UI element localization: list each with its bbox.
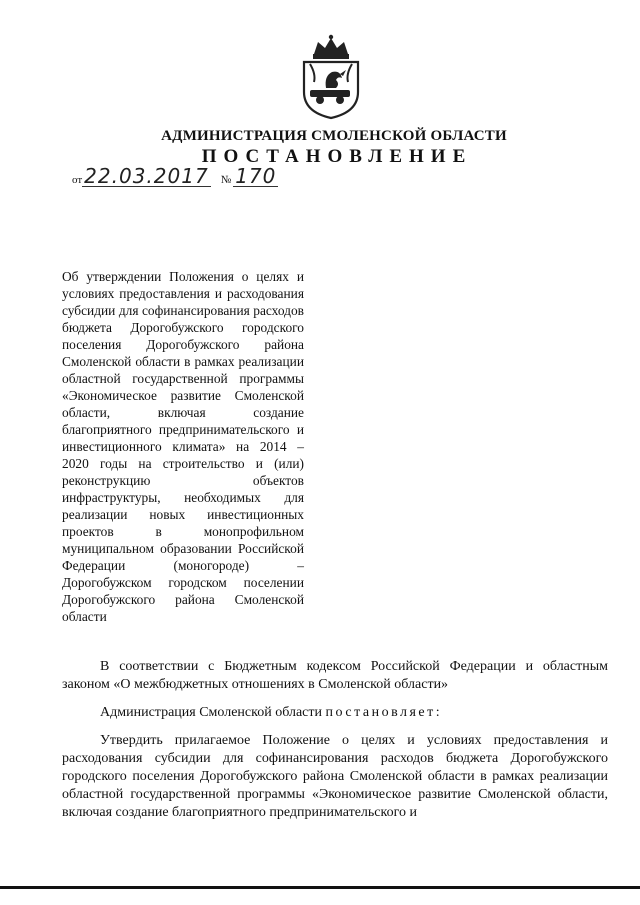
resolution-item-paragraph: Утвердить прилагаемое Положение о целях и условиях предоставления и расходования субсидии для софинансирования расходов бюджета Дорогобужского городского поселения Дорогобужского района Смоленской области в рамках реализации областной государственной программы «Экономическое развитие Смоленской области, включая создание благоприятного предпринимательского и	[62, 733, 608, 820]
document-type: ПОСТАНОВЛЕНИЕ	[201, 146, 473, 167]
document-number: 170	[235, 164, 277, 188]
organization-name: АДМИНИСТРАЦИЯ СМОЛЕНСКОЙ ОБЛАСТИ	[161, 128, 507, 144]
preamble-paragraph: В соответствии с Бюджетным кодексом Российской Федерации и областным законом «О межбюджетных отношениях в Смоленской области»	[62, 659, 608, 692]
number-label: №	[220, 174, 232, 186]
resolution-verb: постановляет:	[325, 705, 443, 720]
document-subject: Об утверждении Положения о целях и условиях предоставления и расходования субсидии для софинансирования расходов бюджета Дорогобужского городского поселения Дорогобужского района Смоленской области в рамках реализации областной государственной программы «Экономическое развитие Смоленской области, включая создание благоприятного предпринимательского и инвестиционного климата» на 2014 – 2020 годы на строительство и (или) реконструкцию объектов инфраструктуры, необходимых для реализации новых инвестиционных проектов в монопрофильном муниципальном образовании Российской Федерации (моногороде) – Дорогобужском городском поселении Дорогобужского района Смоленской области	[62, 269, 304, 624]
date-prefix: от	[72, 174, 83, 186]
page-bottom-rule	[0, 886, 640, 889]
smolensk-coat-of-arms-icon	[296, 34, 366, 120]
resolution-lead: Администрация Смоленской области	[100, 705, 323, 720]
date-number-line	[72, 166, 278, 187]
resolution-clause	[62, 704, 608, 722]
document-date: 22.03.2017	[84, 164, 209, 188]
